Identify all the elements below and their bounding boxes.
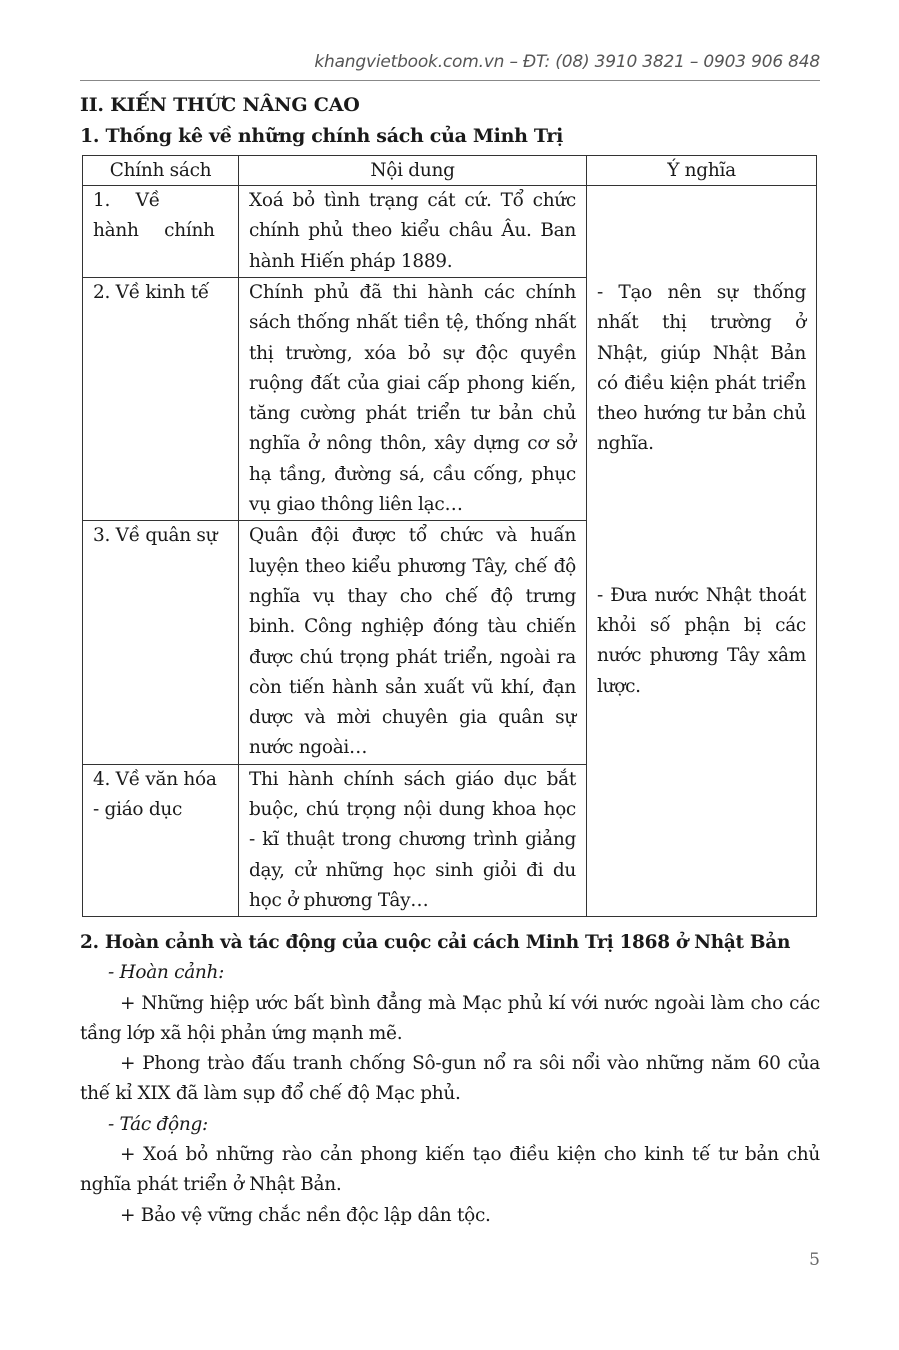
policy-table — [82, 155, 817, 917]
section-2 — [80, 928, 820, 1231]
meaning-text-2: - Đưa nước Nhật thoát khỏi số phận bị các nước phương Tây xâm lược. — [597, 584, 806, 697]
context-item: + Phong trào đấu tranh chống Sô-gun nổ ra sôi nổi vào những năm 60 của thế kỉ XIX đã làm sụp đổ chế độ Mạc phủ. — [80, 1053, 820, 1105]
header-meaning: Ý nghĩa — [587, 156, 817, 186]
header-policy: Chính sách — [83, 156, 239, 186]
page-number: 5 — [809, 1250, 820, 1270]
context-item: + Những hiệp ước bất bình đẳng mà Mạc phủ kí với nước ngoài làm cho các tầng lớp xã hội phản ứng mạnh mẽ. — [80, 992, 820, 1044]
policy-cell: 4. Về văn hóa - giáo dục — [83, 764, 239, 916]
content-cell: Thi hành chính sách giáo dục bắt buộc, chú trọng nội dung khoa học - kĩ thuật trong chương trình giảng dạy, cử những học sinh giỏi đi du học ở phương Tây… — [239, 764, 587, 916]
table-header-row — [83, 156, 817, 186]
subsection-title: 1. Thống kê về những chính sách của Minh Trị — [80, 125, 563, 147]
content-cell: Xoá bỏ tình trạng cát cứ. Tổ chức chính phủ theo kiểu châu Âu. Ban hành Hiến pháp 1889. — [239, 186, 587, 278]
page-header: khangvietbook.com.vn – ĐT: (08) 3910 3821 – 0903 906 848 — [314, 52, 820, 72]
impact-item: + Bảo vệ vững chắc nền độc lập dân tộc. — [120, 1204, 491, 1226]
impact-label: - Tác động: — [108, 1113, 208, 1135]
header-rule — [80, 80, 820, 81]
section-title: II. KIẾN THỨC NÂNG CAO — [80, 94, 360, 116]
header-content: Nội dung — [239, 156, 587, 186]
content-cell: Chính phủ đã thi hành các chính sách thống nhất tiền tệ, thống nhất thị trường, xóa bỏ sự độc quyền ruộng đất của giai cấp phong kiến, tăng cường phát triển tư bản chủ nghĩa ở nông thôn, xây dựng cơ sở hạ tầng, đường sá, cầu cống, phục vụ giao thông liên lạc… — [239, 278, 587, 521]
meaning-cell — [587, 186, 817, 917]
section-2-title: 2. Hoàn cảnh và tác động của cuộc cải cách Minh Trị 1868 ở Nhật Bản — [80, 932, 791, 953]
policy-cell: 3. Về quân sự — [83, 521, 239, 764]
policy-cell: 2. Về kinh tế — [83, 278, 239, 521]
context-label: - Hoàn cảnh: — [108, 962, 225, 984]
meaning-text-1: - Tạo nên sự thống nhất thị trường ở Nhật, giúp Nhật Bản có điều kiện phát triển theo hướng tư bản chủ nghĩa. — [597, 282, 806, 455]
impact-item: + Xoá bỏ những rào cản phong kiến tạo điều kiện cho kinh tế tư bản chủ nghĩa phát triển ở Nhật Bản. — [80, 1144, 820, 1196]
content-cell: Quân đội được tổ chức và huấn luyện theo kiểu phương Tây, chế độ nghĩa vụ thay cho chế độ trưng binh. Công nghiệp đóng tàu chiến được chú trọng phát triển, ngoài ra còn tiến hành sản xuất vũ khí, đạn dược và mời chuyên gia quân sự nước ngoài… — [239, 521, 587, 764]
policy-cell: 1. Về hành chính — [83, 186, 239, 278]
table-row — [83, 186, 817, 278]
